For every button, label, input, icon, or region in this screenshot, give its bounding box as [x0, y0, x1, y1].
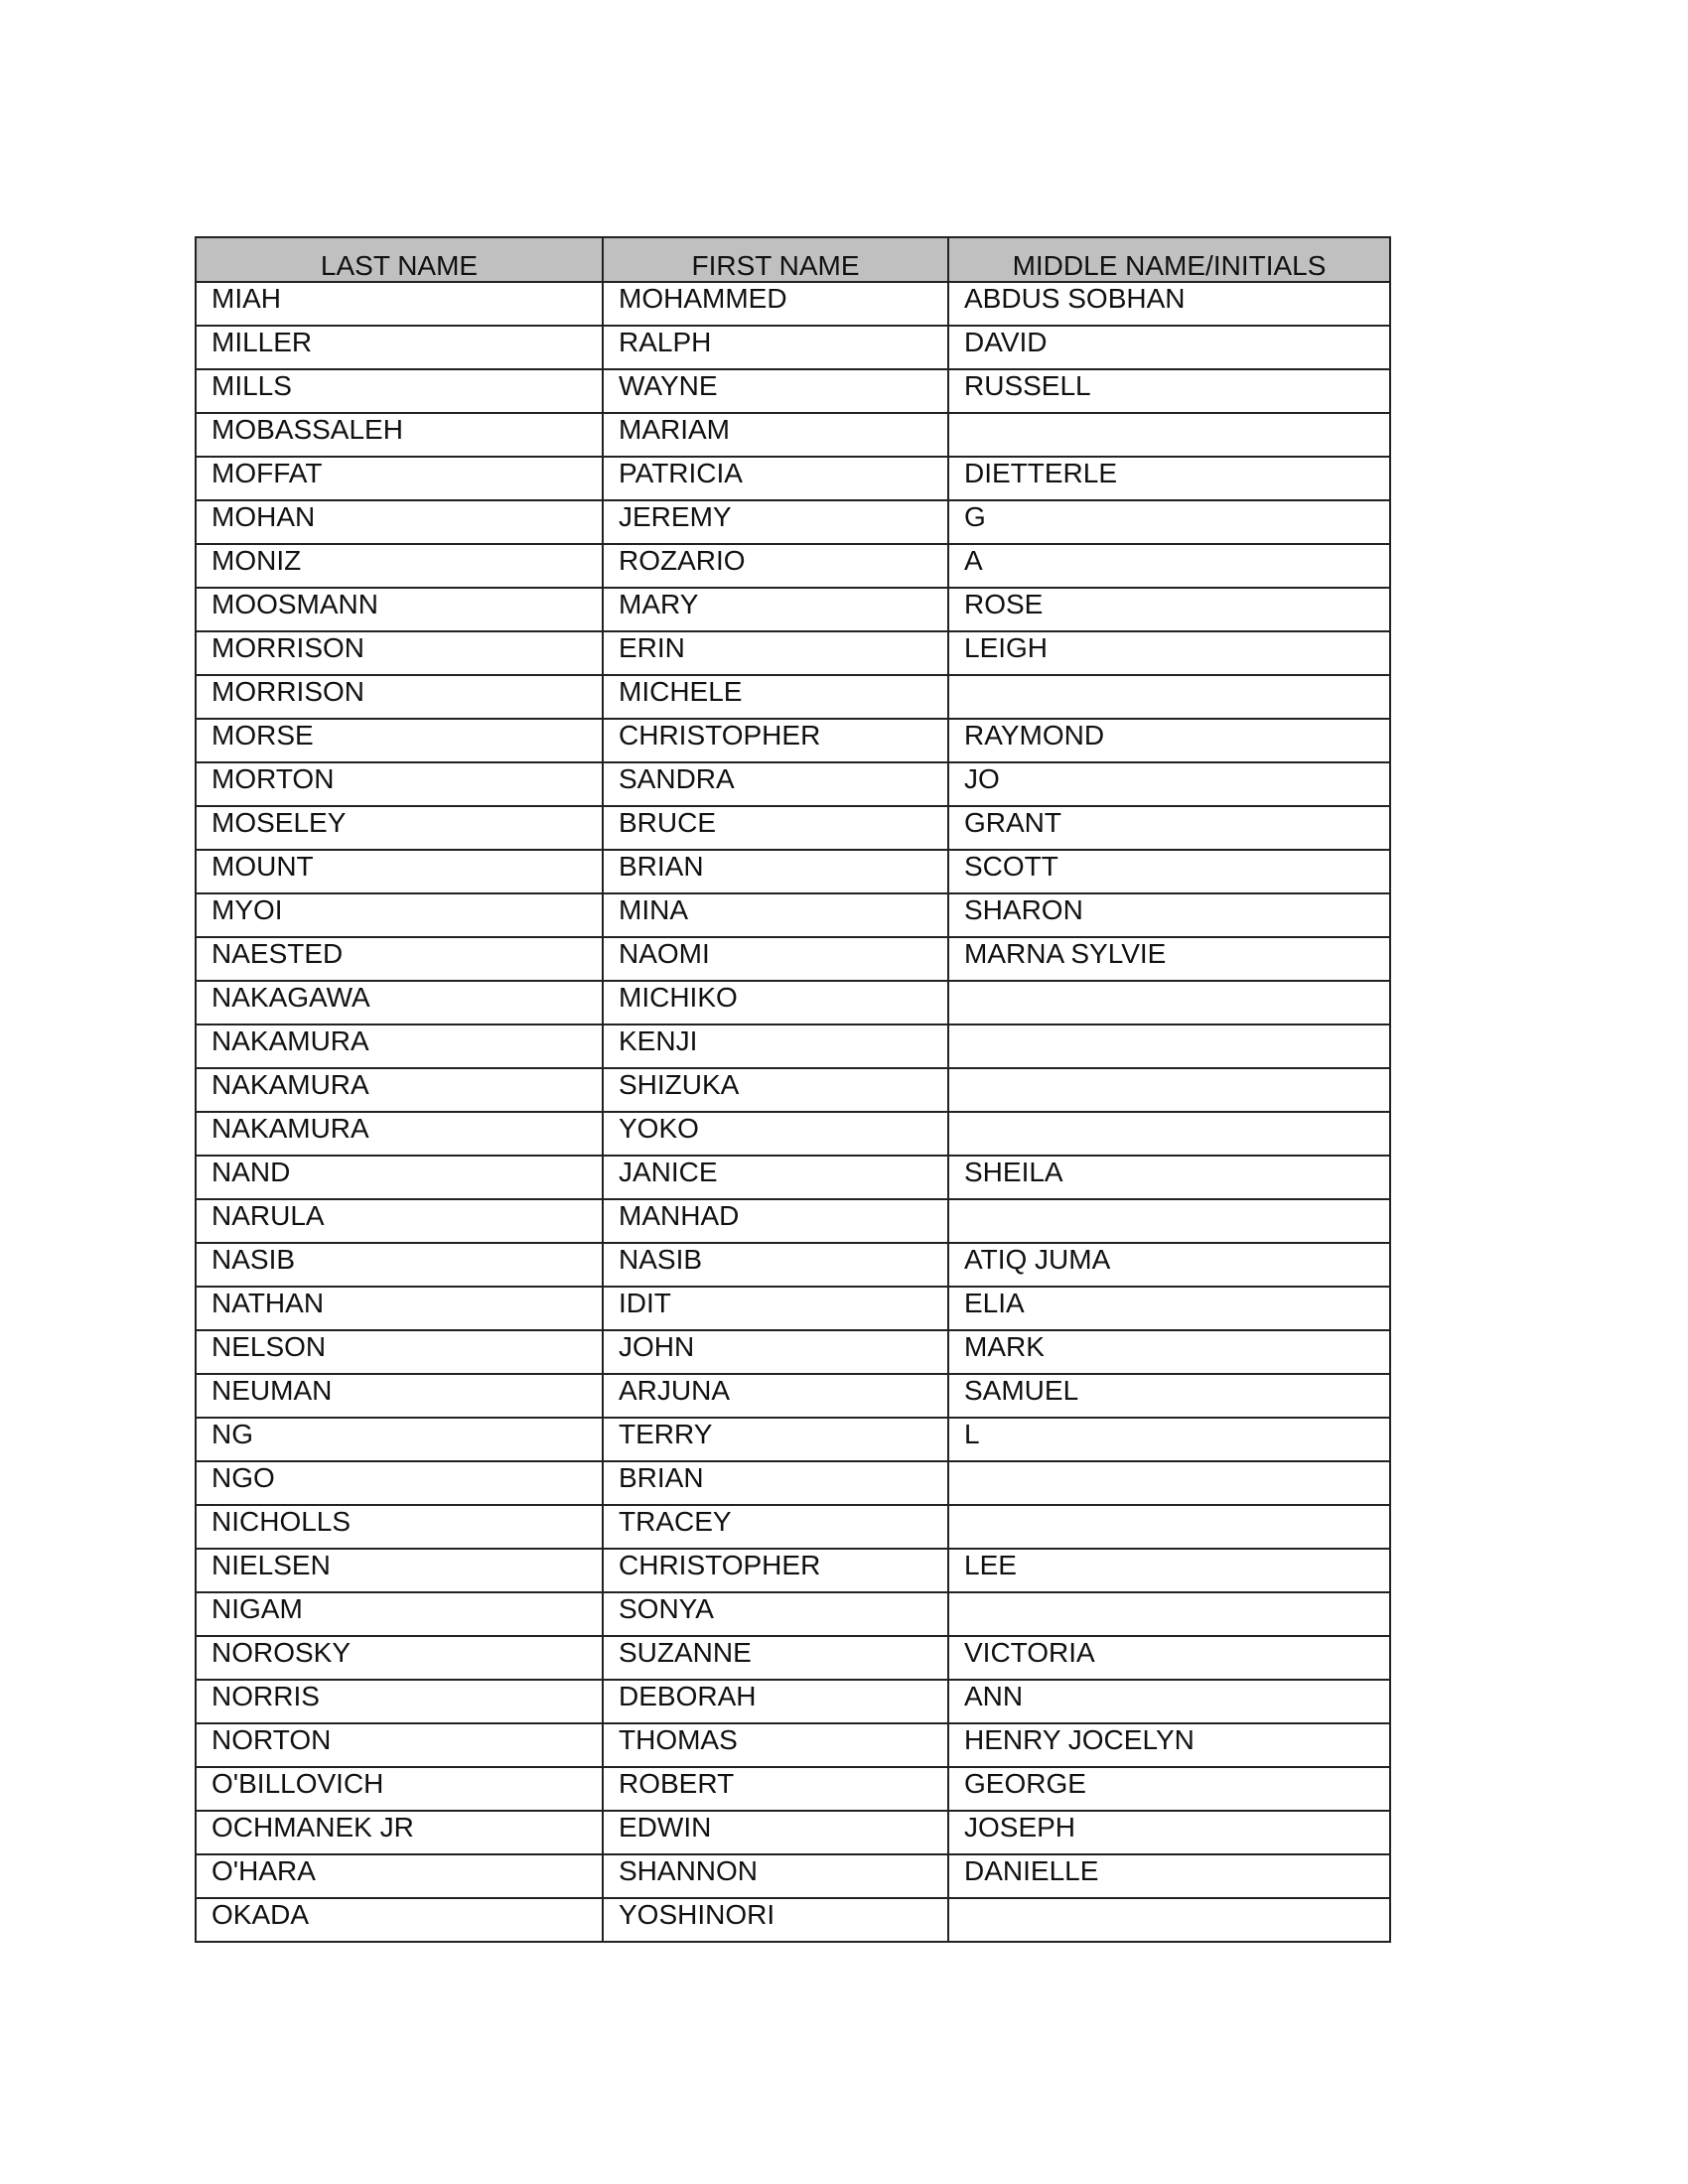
- cell-last-name: NARULA: [196, 1199, 603, 1243]
- cell-first-name: DEBORAH: [603, 1680, 948, 1723]
- table-header: [196, 237, 1390, 282]
- cell-first-name: MOHAMMED: [603, 282, 948, 326]
- cell-first-name: NAOMI: [603, 937, 948, 981]
- cell-middle-name: SCOTT: [948, 850, 1390, 893]
- cell-last-name: OKADA: [196, 1898, 603, 1942]
- table-row: [196, 893, 1390, 937]
- cell-middle-name: GEORGE: [948, 1767, 1390, 1811]
- cell-middle-name: [948, 1024, 1390, 1068]
- cell-first-name: THOMAS: [603, 1723, 948, 1767]
- cell-first-name: PATRICIA: [603, 457, 948, 500]
- cell-first-name: ROBERT: [603, 1767, 948, 1811]
- cell-first-name: YOSHINORI: [603, 1898, 948, 1942]
- cell-middle-name: VICTORIA: [948, 1636, 1390, 1680]
- cell-last-name: NAKAGAWA: [196, 981, 603, 1024]
- cell-last-name: O'BILLOVICH: [196, 1767, 603, 1811]
- cell-last-name: MOFFAT: [196, 457, 603, 500]
- cell-last-name: NORRIS: [196, 1680, 603, 1723]
- header-row: [196, 237, 1390, 282]
- cell-middle-name: JO: [948, 762, 1390, 806]
- cell-first-name: MINA: [603, 893, 948, 937]
- cell-first-name: WAYNE: [603, 369, 948, 413]
- table-row: [196, 1592, 1390, 1636]
- cell-first-name: EDWIN: [603, 1811, 948, 1854]
- table-row: [196, 1854, 1390, 1898]
- table-row: [196, 1243, 1390, 1287]
- cell-last-name: MORTON: [196, 762, 603, 806]
- cell-middle-name: LEIGH: [948, 631, 1390, 675]
- cell-middle-name: LEE: [948, 1549, 1390, 1592]
- cell-last-name: NOROSKY: [196, 1636, 603, 1680]
- table-row: [196, 1461, 1390, 1505]
- cell-middle-name: MARNA SYLVIE: [948, 937, 1390, 981]
- cell-last-name: NICHOLLS: [196, 1505, 603, 1549]
- cell-first-name: ARJUNA: [603, 1374, 948, 1418]
- table-row: [196, 631, 1390, 675]
- cell-middle-name: GRANT: [948, 806, 1390, 850]
- cell-middle-name: DIETTERLE: [948, 457, 1390, 500]
- cell-middle-name: [948, 1068, 1390, 1112]
- cell-first-name: JOHN: [603, 1330, 948, 1374]
- cell-last-name: NASIB: [196, 1243, 603, 1287]
- cell-middle-name: [948, 981, 1390, 1024]
- table-row: [196, 806, 1390, 850]
- table-row: [196, 1680, 1390, 1723]
- cell-last-name: NIELSEN: [196, 1549, 603, 1592]
- table-row: [196, 1767, 1390, 1811]
- cell-middle-name: ANN: [948, 1680, 1390, 1723]
- table-row: [196, 675, 1390, 719]
- header-first-name: FIRST NAME: [603, 237, 948, 282]
- cell-last-name: MILLS: [196, 369, 603, 413]
- cell-middle-name: [948, 1898, 1390, 1942]
- cell-last-name: NAKAMURA: [196, 1112, 603, 1156]
- cell-middle-name: [948, 675, 1390, 719]
- cell-middle-name: SAMUEL: [948, 1374, 1390, 1418]
- cell-last-name: MOBASSALEH: [196, 413, 603, 457]
- cell-first-name: YOKO: [603, 1112, 948, 1156]
- cell-last-name: NG: [196, 1418, 603, 1461]
- table-row: [196, 1330, 1390, 1374]
- cell-last-name: MORRISON: [196, 675, 603, 719]
- table-row: [196, 1636, 1390, 1680]
- cell-middle-name: DAVID: [948, 326, 1390, 369]
- cell-middle-name: [948, 413, 1390, 457]
- cell-last-name: O'HARA: [196, 1854, 603, 1898]
- cell-last-name: MOHAN: [196, 500, 603, 544]
- cell-first-name: SANDRA: [603, 762, 948, 806]
- cell-first-name: RALPH: [603, 326, 948, 369]
- table-row: [196, 1505, 1390, 1549]
- table-row: [196, 850, 1390, 893]
- header-last-name: LAST NAME: [196, 237, 603, 282]
- table-row: [196, 1374, 1390, 1418]
- cell-middle-name: RAYMOND: [948, 719, 1390, 762]
- cell-last-name: MILLER: [196, 326, 603, 369]
- table-row: [196, 719, 1390, 762]
- cell-last-name: NIGAM: [196, 1592, 603, 1636]
- cell-first-name: MARIAM: [603, 413, 948, 457]
- cell-last-name: MORRISON: [196, 631, 603, 675]
- cell-last-name: NAESTED: [196, 937, 603, 981]
- cell-middle-name: ABDUS SOBHAN: [948, 282, 1390, 326]
- table-row: [196, 1024, 1390, 1068]
- cell-middle-name: SHARON: [948, 893, 1390, 937]
- cell-middle-name: HENRY JOCELYN: [948, 1723, 1390, 1767]
- cell-first-name: NASIB: [603, 1243, 948, 1287]
- table-row: [196, 1112, 1390, 1156]
- table-row: [196, 1418, 1390, 1461]
- cell-first-name: BRIAN: [603, 1461, 948, 1505]
- cell-last-name: NELSON: [196, 1330, 603, 1374]
- cell-middle-name: ELIA: [948, 1287, 1390, 1330]
- names-table: [195, 236, 1391, 1943]
- cell-first-name: TRACEY: [603, 1505, 948, 1549]
- table-row: [196, 762, 1390, 806]
- cell-middle-name: [948, 1461, 1390, 1505]
- cell-first-name: CHRISTOPHER: [603, 1549, 948, 1592]
- cell-middle-name: SHEILA: [948, 1156, 1390, 1199]
- cell-first-name: ROZARIO: [603, 544, 948, 588]
- cell-last-name: NEUMAN: [196, 1374, 603, 1418]
- cell-last-name: MIAH: [196, 282, 603, 326]
- cell-middle-name: [948, 1199, 1390, 1243]
- cell-middle-name: DANIELLE: [948, 1854, 1390, 1898]
- table-row: [196, 1898, 1390, 1942]
- cell-last-name: NGO: [196, 1461, 603, 1505]
- table-row: [196, 981, 1390, 1024]
- table-row: [196, 413, 1390, 457]
- cell-first-name: ERIN: [603, 631, 948, 675]
- cell-first-name: SHANNON: [603, 1854, 948, 1898]
- cell-middle-name: RUSSELL: [948, 369, 1390, 413]
- cell-middle-name: ROSE: [948, 588, 1390, 631]
- cell-first-name: SHIZUKA: [603, 1068, 948, 1112]
- table-row: [196, 588, 1390, 631]
- cell-middle-name: JOSEPH: [948, 1811, 1390, 1854]
- table-row: [196, 457, 1390, 500]
- cell-first-name: MICHELE: [603, 675, 948, 719]
- cell-last-name: NAKAMURA: [196, 1024, 603, 1068]
- table-row: [196, 1068, 1390, 1112]
- table-row: [196, 282, 1390, 326]
- cell-last-name: NATHAN: [196, 1287, 603, 1330]
- cell-first-name: MANHAD: [603, 1199, 948, 1243]
- table-row: [196, 369, 1390, 413]
- cell-first-name: BRIAN: [603, 850, 948, 893]
- cell-middle-name: [948, 1505, 1390, 1549]
- cell-last-name: MOUNT: [196, 850, 603, 893]
- table-row: [196, 1811, 1390, 1854]
- header-middle-name: MIDDLE NAME/INITIALS: [948, 237, 1390, 282]
- table-row: [196, 1549, 1390, 1592]
- table-row: [196, 326, 1390, 369]
- cell-last-name: MORSE: [196, 719, 603, 762]
- table-row: [196, 1723, 1390, 1767]
- cell-last-name: OCHMANEK JR: [196, 1811, 603, 1854]
- table-row: [196, 544, 1390, 588]
- cell-first-name: MICHIKO: [603, 981, 948, 1024]
- cell-middle-name: G: [948, 500, 1390, 544]
- cell-first-name: SUZANNE: [603, 1636, 948, 1680]
- cell-first-name: IDIT: [603, 1287, 948, 1330]
- cell-middle-name: [948, 1592, 1390, 1636]
- cell-first-name: SONYA: [603, 1592, 948, 1636]
- cell-first-name: TERRY: [603, 1418, 948, 1461]
- table-row: [196, 1156, 1390, 1199]
- cell-middle-name: L: [948, 1418, 1390, 1461]
- cell-first-name: JANICE: [603, 1156, 948, 1199]
- cell-middle-name: A: [948, 544, 1390, 588]
- cell-middle-name: MARK: [948, 1330, 1390, 1374]
- cell-first-name: MARY: [603, 588, 948, 631]
- cell-first-name: BRUCE: [603, 806, 948, 850]
- cell-last-name: MYOI: [196, 893, 603, 937]
- cell-last-name: NAND: [196, 1156, 603, 1199]
- table-body: [196, 282, 1390, 1942]
- cell-middle-name: [948, 1112, 1390, 1156]
- table-row: [196, 500, 1390, 544]
- table-row: [196, 937, 1390, 981]
- cell-last-name: NORTON: [196, 1723, 603, 1767]
- cell-first-name: CHRISTOPHER: [603, 719, 948, 762]
- cell-last-name: MONIZ: [196, 544, 603, 588]
- cell-first-name: KENJI: [603, 1024, 948, 1068]
- cell-last-name: NAKAMURA: [196, 1068, 603, 1112]
- cell-last-name: MOSELEY: [196, 806, 603, 850]
- table-row: [196, 1287, 1390, 1330]
- cell-middle-name: ATIQ JUMA: [948, 1243, 1390, 1287]
- cell-last-name: MOOSMANN: [196, 588, 603, 631]
- cell-first-name: JEREMY: [603, 500, 948, 544]
- table-row: [196, 1199, 1390, 1243]
